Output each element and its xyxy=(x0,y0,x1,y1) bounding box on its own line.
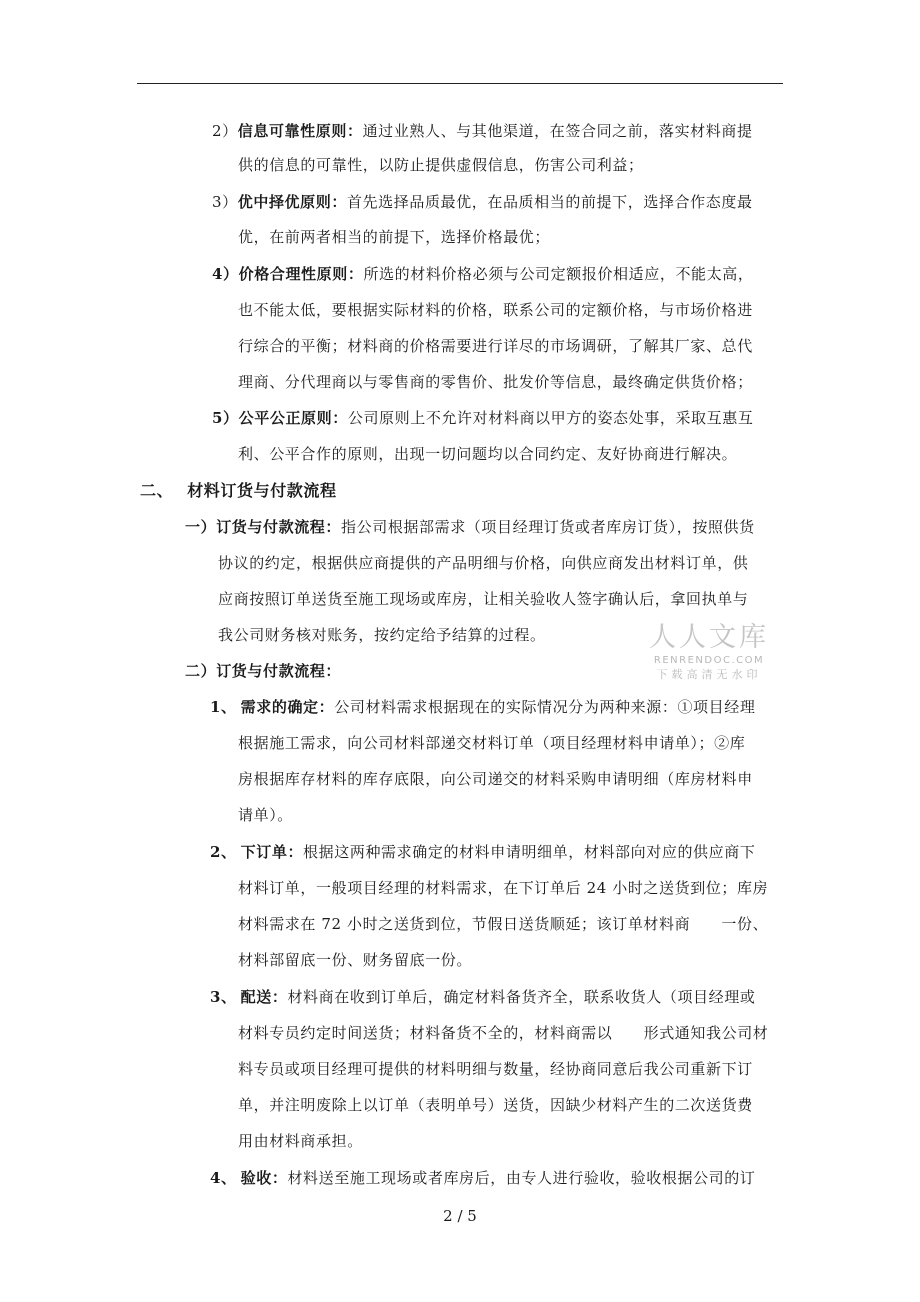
step-3-line-1 xyxy=(210,987,755,1007)
step-1-line-2: 根据施工需求，向公司材料部递交材料订单（项目经理材料申请单）；②库 xyxy=(238,734,746,752)
subsection-1-line-4: 我公司财务核对账务，按约定给予结算的过程。 xyxy=(218,626,546,644)
principle-3-label: 优中择优原则： xyxy=(237,193,347,211)
subsection-1-line-1 xyxy=(185,517,755,537)
principle-4-number: 4） xyxy=(212,265,239,283)
step-2-line-3: 材料需求在 72 小时之送货到位，节假日送货顺延；该订单材料商 一份、 xyxy=(238,915,769,933)
step-4-text-1: 材料送至施工现场或者库房后，由专人进行验收，验收根据公司的订 xyxy=(287,1169,756,1187)
step-1-line-1 xyxy=(210,697,755,717)
step-4-line-1 xyxy=(210,1168,755,1188)
header-rule xyxy=(137,83,783,84)
step-3-label: 配送： xyxy=(240,988,288,1006)
watermark-name: 人人文库 xyxy=(649,622,769,653)
subsection-1-number: 一） xyxy=(185,518,217,536)
step-2-line-4: 材料部留底一份、财务留底一份。 xyxy=(238,951,473,969)
principle-4-line-4: 理商、分代理商以与零售商的零售价、批发价等信息，最终确定供货价格； xyxy=(238,373,753,391)
subsection-1-line-3: 应商按照订单送货至施工现场或库房，让相关验收人签字确认后，拿回执单与 xyxy=(218,590,749,608)
principle-4-text-1: 所选的材料价格必须与公司定额报价相适应，不能太高， xyxy=(363,265,754,283)
principle-5-label: 公平公正原则： xyxy=(238,409,348,427)
step-1-line-4: 请单）。 xyxy=(238,806,293,824)
principle-5-line-2: 利、公平合作的原则，出现一切问题均以合同约定、友好协商进行解决。 xyxy=(238,445,738,463)
section-heading xyxy=(140,481,337,501)
step-3-line-2: 材料专员约定时间送货；材料备货不全的，材料商需以 形式通知我公司材 xyxy=(238,1024,769,1042)
step-4-number: 4、 xyxy=(210,1169,237,1187)
step-1-line-3: 房根据库存材料的库存底限，向公司递交的材料采购申请明细（库房材料申 xyxy=(238,770,753,788)
subsection-2-label: 订货与付款流程： xyxy=(216,662,342,680)
watermark-site: RENRENDOC.COM xyxy=(653,655,765,666)
principle-2-text-1: 通过业熟人、与其他渠道，在签合同之前，落实材料商提 xyxy=(362,122,753,140)
subsection-2-number: 二） xyxy=(185,662,217,680)
principle-5-number: 5） xyxy=(212,409,239,427)
principle-2-number: 2） xyxy=(212,122,238,140)
step-3-text-1: 材料商在收到订单后，确定材料备货齐全，联系收货人（项目经理或 xyxy=(287,988,756,1006)
step-1-label: 需求的确定： xyxy=(240,698,335,716)
step-3-line-4: 单，并注明废除上以订单（表明单号）送货，因缺少材料产生的二次送货费 xyxy=(238,1096,753,1114)
step-3-number: 3、 xyxy=(210,988,237,1006)
step-3-line-3: 料专员或项目经理可提供的材料明细与数量，经协商同意后我公司重新下订 xyxy=(238,1060,753,1078)
subsection-1-label: 订货与付款流程： xyxy=(216,518,342,536)
section-number: 二、 xyxy=(140,481,174,500)
principle-3-line-2: 优，在前两者相当的前提下，选择价格最优； xyxy=(238,228,551,246)
step-2-label: 下订单： xyxy=(240,843,304,861)
step-2-line-1 xyxy=(210,842,755,862)
principle-2-label: 信息可靠性原则： xyxy=(237,122,363,140)
step-2-text-1: 根据这两种需求确定的材料申请明细单，材料部向对应的供应商下 xyxy=(303,843,756,861)
principle-3-line-1 xyxy=(212,192,753,212)
step-2-line-2: 材料订单，一般项目经理的材料需求，在下订单后 24 小时之送货到位；库房 xyxy=(238,879,769,897)
watermark xyxy=(646,622,772,683)
subsection-1-line-2: 协议的约定，根据供应商提供的产品明细与价格，向供应商发出材料订单，供 xyxy=(218,554,749,572)
principle-4-line-3: 行综合的平衡；材料商的价格需要进行详尽的市场调研，了解其厂家、总代 xyxy=(238,337,753,355)
step-3-line-5: 用由材料商承担。 xyxy=(238,1132,363,1150)
step-4-label: 验收： xyxy=(240,1169,288,1187)
principle-4-line-2: 也不能太低，要根据实际材料的价格，联系公司的定额价格，与市场价格进 xyxy=(238,301,753,319)
step-1-text-1: 公司材料需求根据现在的实际情况分为两种来源：①项目经理 xyxy=(334,698,756,716)
watermark-slogan: 下载高清无水印 xyxy=(656,668,762,681)
step-2-number: 2、 xyxy=(210,843,237,861)
step-1-number: 1、 xyxy=(210,698,237,716)
principle-3-text-1: 首先选择品质最优，在品质相当的前提下，选择合作态度最 xyxy=(346,193,753,211)
subsection-1-text-1: 指公司根据部需求（项目经理订货或者库房订货），按照供货 xyxy=(341,518,755,536)
subsection-2-heading xyxy=(185,661,341,681)
principle-5-line-1 xyxy=(212,408,753,428)
principle-2-line-2: 供的信息的可靠性，以防止提供虚假信息，伤害公司利益； xyxy=(238,156,644,174)
page-number: 2 / 5 xyxy=(443,1207,477,1225)
principle-2-line-1 xyxy=(212,121,753,141)
principle-4-line-1 xyxy=(212,264,753,284)
principle-3-number: 3） xyxy=(212,193,238,211)
section-title: 材料订货与付款流程 xyxy=(187,481,337,500)
principle-4-label: 价格合理性原则： xyxy=(238,265,364,283)
principle-5-text-1: 公司原则上不允许对材料商以甲方的姿态处事，采取互惠互 xyxy=(347,409,754,427)
